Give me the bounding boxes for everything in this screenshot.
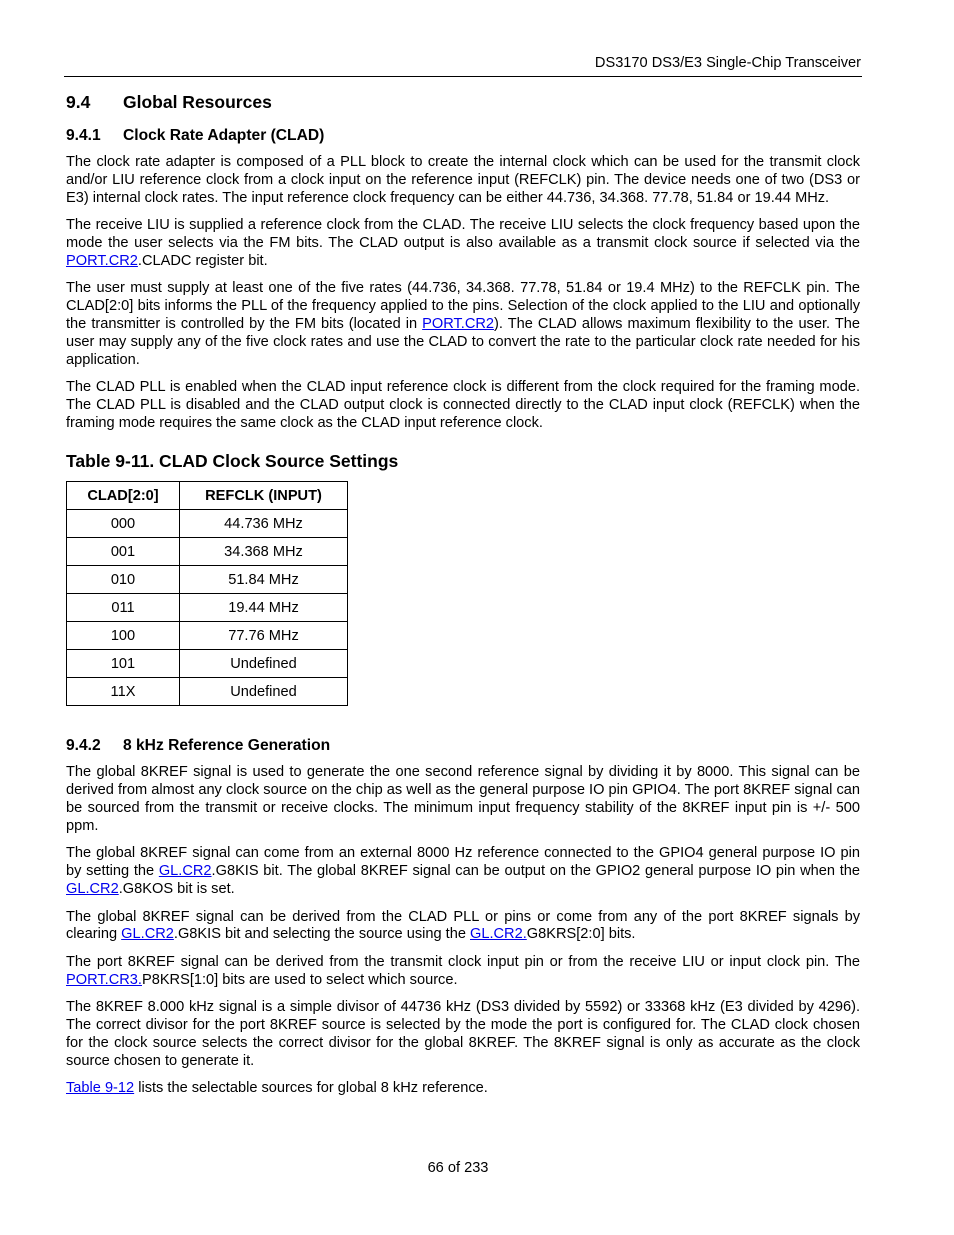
header-rule	[64, 76, 862, 77]
table-cell: 001	[67, 538, 180, 566]
subsection-number: 9.4.1	[66, 127, 101, 144]
table-row	[67, 594, 348, 622]
table-row	[67, 538, 348, 566]
link-port-cr2[interactable]: PORT.CR2	[66, 253, 138, 270]
link-port-cr3[interactable]: PORT.CR3.	[66, 971, 142, 988]
subsection-title: 8 kHz Reference Generation	[123, 737, 331, 755]
clad-table	[66, 481, 348, 706]
table-row	[67, 650, 348, 678]
paragraph: The 8KREF 8.000 kHz signal is a simple divisor of 44736 kHz (DS3 divided by 5592) or 33368 kHz (E3 divided by 4296). The correct divisor for the port 8KREF source is selected by the mode the port is configured for. The CLAD clock chosen for the clock source selects the correct divisor for the global 8KREF. The 8KREF signal is only as accurate as the clock source chosen to generate it.	[66, 999, 860, 1069]
section-title: Global Resources	[123, 92, 272, 112]
paragraph: The receive LIU is supplied a reference clock from the CLAD. The receive LIU selects the clock frequency based upon the mode the user selects via the FM bits. The CLAD output is also available as a transmit clock source if selected via the PORT.CR2.CLADC register bit.	[66, 217, 860, 270]
subsection-number: 9.4.2	[66, 737, 101, 755]
page-content	[66, 92, 860, 1108]
table-cell: 77.76 MHz	[180, 622, 348, 650]
paragraph: The global 8KREF signal is used to generate the one second reference signal by dividing it by 8000. This signal can be derived from almost any clock source on the chip as well as the general purpose IO pin GPIO4. The port 8KREF signal can be sourced from the transmit or receive clocks. The minimum input frequency stability of the 8KREF input pin is +/- 500 ppm.	[66, 764, 860, 834]
link-table-9-12[interactable]: Table 9-12	[66, 1080, 135, 1097]
paragraph: The port 8KREF signal can be derived from the transmit clock input pin or from the receive LIU or input clock pin. The PORT.CR3.P8KRS[1:0] bits are used to select which source.	[66, 953, 860, 988]
table-cell: Undefined	[180, 650, 348, 678]
table-cell: 19.44 MHz	[180, 594, 348, 622]
link-port-cr2[interactable]: PORT.CR2	[422, 316, 495, 333]
subsection-heading-8khz	[66, 737, 860, 755]
section-number: 9.4	[66, 92, 91, 112]
link-gl-cr2[interactable]: GL.CR2	[158, 863, 212, 880]
table-header-row	[67, 482, 348, 510]
section-heading	[66, 92, 860, 113]
table-cell: 100	[67, 622, 180, 650]
table-cell: 000	[67, 510, 180, 538]
column-header: REFCLK (INPUT)	[180, 482, 348, 510]
table-cell: 101	[67, 650, 180, 678]
table-cell: 011	[67, 594, 180, 622]
table-cell: 11X	[67, 678, 180, 706]
page-number: 66 of 233	[427, 1160, 489, 1176]
paragraph: The global 8KREF signal can be derived from the CLAD PLL or pins or come from any of the port 8KREF signals by clearing GL.CR2.G8KIS bit and selecting the source using the GL.CR2.G8KRS[2:0] bits.	[66, 908, 860, 943]
table-row	[67, 566, 348, 594]
table-cell: 44.736 MHz	[180, 510, 348, 538]
paragraph: Table 9-12 lists the selectable sources for global 8 kHz reference.	[66, 1080, 488, 1097]
subsection-title: Clock Rate Adapter (CLAD)	[123, 127, 325, 144]
link-gl-cr2[interactable]: GL.CR2	[66, 881, 119, 898]
link-gl-cr2[interactable]: GL.CR2	[121, 926, 174, 943]
table-cell: 34.368 MHz	[180, 538, 348, 566]
paragraph: The CLAD PLL is enabled when the CLAD input reference clock is different from the clock required for the framing mode. The CLAD PLL is disabled and the CLAD output clock is connected directly to the CLAD input clock (REFCLK) when the framing mode requires the same clock as the CLAD input reference clock.	[66, 379, 860, 432]
paragraph: The global 8KREF signal can come from an external 8000 Hz reference connected to the GPIO4 general purpose IO pin by setting the GL.CR2.G8KIS bit. The global 8KREF signal can be output on the GPIO2 general purpose IO pin when the GL.CR2.G8KOS bit is set.	[66, 845, 860, 898]
subsection-heading-clad	[66, 127, 860, 145]
running-header: DS3170 DS3/E3 Single-Chip Transceiver	[594, 55, 861, 71]
paragraph: The user must supply at least one of the five rates (44.736, 34.368. 77.78, 51.84 or 19.4 MHz) to the REFCLK pin. The CLAD[2:0] bits informs the PLL of the frequency applied to the pins. Selection of the clock applied to the LIU and optionally the transmitter is controlled by the FM bits (located in PORT.CR2). The CLAD allows maximum flexibility to the user. The user may supply any of the five clock rates and use the CLAD to convert the rate to the particular clock rate needed for his application.	[66, 280, 861, 369]
table-cell: Undefined	[180, 678, 348, 706]
table-row	[67, 510, 348, 538]
paragraph: The clock rate adapter is composed of a PLL block to create the internal clock which can be used for the transmit clock and/or LIU reference clock from a clock input on the reference input (REFCLK) pin. The device needs one of two (DS3 or E3) internal clock rates. The input reference clock frequency can be either 44.736, 34.368. 77.78, 51.84 or 19.44 MHz.	[66, 154, 860, 206]
link-gl-cr2[interactable]: GL.CR2.	[470, 926, 527, 943]
table-title: Table 9-11. CLAD Clock Source Settings	[66, 451, 399, 472]
table-row	[67, 678, 348, 706]
table-cell: 010	[67, 566, 180, 594]
table-row	[67, 622, 348, 650]
table-cell: 51.84 MHz	[180, 566, 348, 594]
column-header: CLAD[2:0]	[67, 482, 180, 510]
